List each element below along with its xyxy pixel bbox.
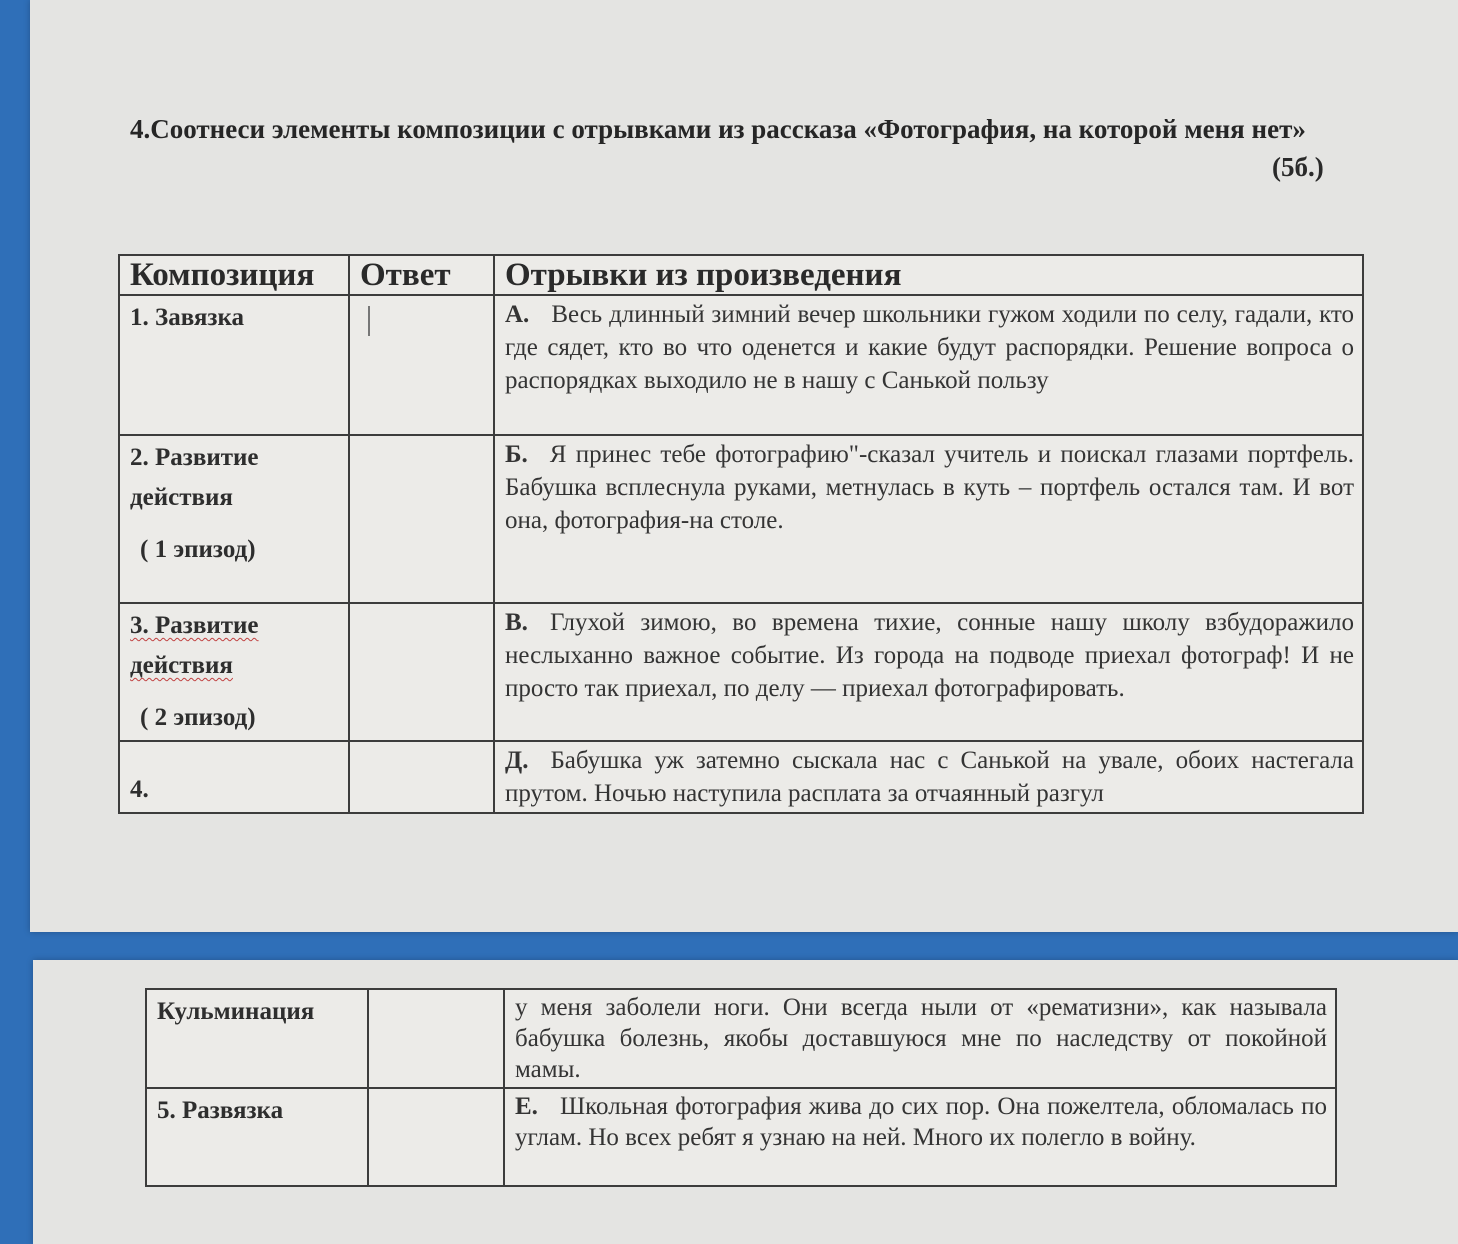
fragment-letter: Б. [505, 441, 528, 468]
answer-cell[interactable] [368, 989, 504, 1088]
composition-cell [119, 435, 349, 603]
table-row [119, 603, 1363, 741]
composition-cell [119, 741, 349, 813]
composition-table [118, 254, 1364, 814]
composition-cell [119, 603, 349, 741]
table-row [146, 989, 1336, 1088]
table-row [119, 435, 1363, 603]
header-fragments: Отрывки из произведения [494, 255, 1363, 295]
fragment-text: Бабушка уж затемно сыскала нас с Санькой на увале, обоих настегала прутом. Ночью наступила расплата за отчаянный разгул [505, 747, 1354, 807]
composition-table-continued [145, 988, 1337, 1187]
header-composition: Композиция [119, 255, 349, 295]
fragment-letter: Е. [515, 1093, 538, 1120]
fragment-cell [504, 1088, 1336, 1186]
fragment-text: Я принес тебе фотографию"-сказал учитель и поискал глазами портфель. Бабушка всплеснула руками, метнулась в куть – портфель остался там. И вот она, фотография-на столе. [505, 441, 1354, 534]
fragment-cell [504, 989, 1336, 1088]
episode-label: ( 2 эпизод) [140, 704, 256, 731]
composition-cell [146, 1088, 368, 1186]
composition-label: 2. Развитие действия [130, 444, 259, 511]
fragment-letter: В. [505, 609, 528, 636]
answer-cell[interactable] [368, 1088, 504, 1186]
fragment-cell [494, 435, 1363, 603]
fragment-cell [494, 741, 1363, 813]
composition-label: 1. Завязка [130, 304, 244, 331]
task-points: (5б.) [1272, 152, 1324, 182]
composition-label: 4. [130, 776, 149, 803]
answer-cell[interactable] [349, 435, 494, 603]
answer-cell[interactable] [349, 741, 494, 813]
fragment-text: Глухой зимою, во времена тихие, сонные нашу школу взбудоражило неслыханно важное событие. Из города на подводе приехал фотограф! И не просто так приехал, по делу — приехал фотографировать. [505, 609, 1354, 702]
worksheet-page-bottom [33, 960, 1458, 1244]
fragment-text: у меня заболели ноги. Они всегда ныли от «рематизни», как называла бабушка болезнь, якобы доставшуюся мне по наследству от покойной мамы. [515, 994, 1327, 1083]
fragment-text: Школьная фотография жива до сих пор. Она пожелтела, обломалась по углам. Но всех ребят я узнаю на ней. Много их полегло в войну. [515, 1093, 1327, 1151]
episode-label: ( 1 эпизод) [140, 536, 256, 563]
fragment-cell [494, 603, 1363, 741]
text-cursor [368, 306, 370, 336]
composition-label: 5. Развязка [157, 1097, 284, 1124]
fragment-cell [494, 295, 1363, 435]
header-answer: Ответ [349, 255, 494, 295]
answer-cell[interactable] [349, 295, 494, 435]
table-row [119, 741, 1363, 813]
answer-cell[interactable] [349, 603, 494, 741]
composition-label: Кульминация [157, 998, 315, 1025]
fragment-text: Весь длинный зимний вечер школьники гужом ходили по селу, гадали, кто где сядет, кто во что оденется и какие будут распорядки. Решение вопроса о распорядках выходило не в нашу с Санькой пользу [505, 301, 1354, 394]
table-row [146, 1088, 1336, 1186]
table-row [119, 295, 1363, 435]
task-title: 4.Соотнеси элементы композиции с отрывками из рассказа «Фотография, на которой меня нет» [130, 114, 1306, 144]
composition-label: 3. Развитие действия [130, 612, 259, 679]
fragment-letter: А. [505, 301, 530, 328]
composition-cell [146, 989, 368, 1088]
composition-cell [119, 295, 349, 435]
worksheet-page-top [30, 0, 1458, 932]
table-header-row [119, 255, 1363, 295]
fragment-letter: Д. [505, 747, 529, 774]
